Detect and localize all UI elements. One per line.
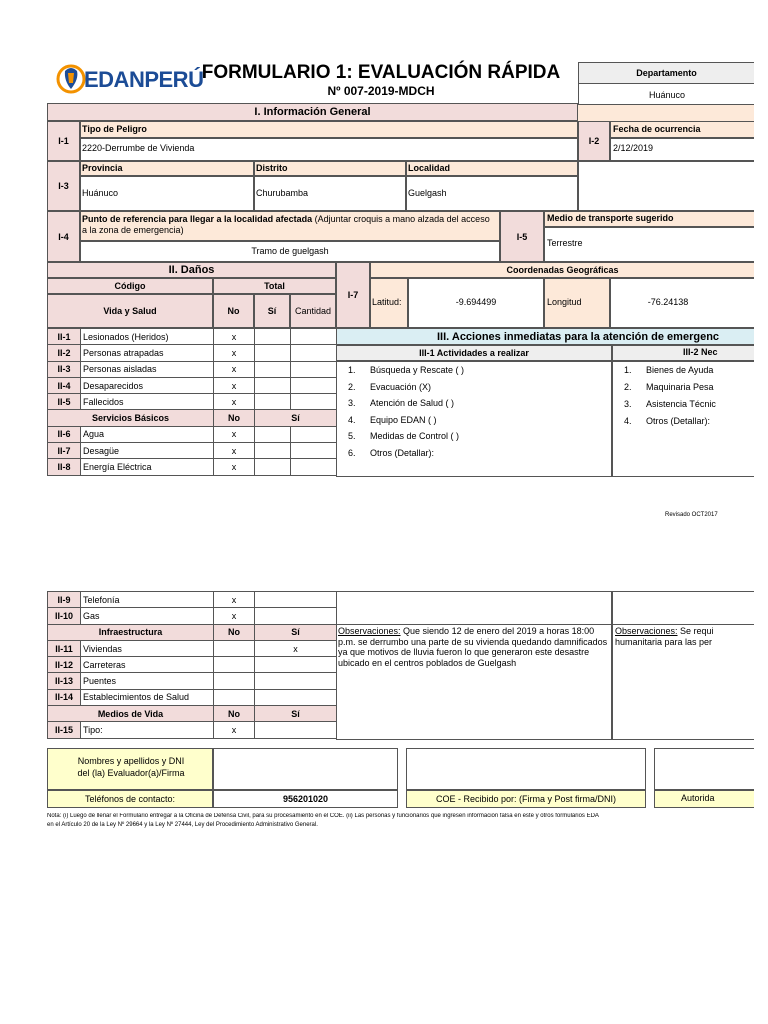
distrito-label: Distrito <box>256 163 288 173</box>
telefono-value-cell[interactable] <box>213 790 398 808</box>
observaciones-text-2 <box>615 626 754 647</box>
evaluador-signature-field[interactable] <box>213 748 398 790</box>
necesidades-body <box>612 361 754 477</box>
actividades-header <box>336 345 612 361</box>
i3-empty-right <box>578 161 754 211</box>
table-row <box>48 592 337 608</box>
no-checkbox-cell[interactable]: x <box>214 329 255 345</box>
si-header-text: Sí <box>267 306 277 316</box>
table-row <box>48 426 337 442</box>
row-code: II-8 <box>48 459 81 475</box>
form-title: FORMULARIO 1: EVALUACIÓN RÁPIDA <box>201 62 561 83</box>
date-value: 2/12/2019 <box>613 143 654 153</box>
action-item-number: 4. <box>624 416 632 426</box>
action-item-number: 4. <box>348 414 356 425</box>
danos-table-bottom <box>47 591 337 739</box>
date-label: Fecha de ocurrencia <box>613 124 701 134</box>
row-label: Telefonía <box>81 592 214 608</box>
row-code: II-9 <box>48 592 81 608</box>
row-code: II-4 <box>48 377 81 393</box>
coe-label-cell <box>406 790 646 808</box>
autoridad-label: Autorida <box>681 793 715 803</box>
action-item-text: Medidas de Control ( ) <box>370 431 460 441</box>
cantidad-field[interactable] <box>291 361 337 377</box>
action-item[interactable] <box>348 382 431 392</box>
servicios-rows-2 <box>48 592 337 625</box>
infra-label: Infraestructura <box>48 624 214 640</box>
reference-label-rest: (Adjuntar croquis a mano alzada del acceso a la zona de emergencia) <box>82 214 490 235</box>
code-i4 <box>47 211 80 262</box>
provincia-value: Huánuco <box>82 188 119 198</box>
row-code: II-15 <box>48 722 81 738</box>
no-checkbox-cell[interactable]: x <box>214 345 255 361</box>
telefonos-label-cell <box>47 790 213 808</box>
vida-salud-rows <box>48 329 337 410</box>
row-label: Personas aisladas <box>81 361 214 377</box>
si-checkbox-cell[interactable] <box>255 345 291 361</box>
no-checkbox-cell[interactable] <box>214 673 255 689</box>
reference-value: Tramo de guelgash <box>251 246 329 256</box>
servicios-si-label: Sí <box>255 410 337 426</box>
medios-header-row <box>48 706 337 722</box>
date-value-cell[interactable] <box>610 138 754 161</box>
department-value: Huánuco <box>649 90 686 100</box>
action-item-text: Otros (Detallar): <box>370 447 435 458</box>
row-code: II-5 <box>48 394 81 410</box>
provincia-value-cell[interactable] <box>80 176 254 211</box>
necesidades-header-text: III-2 Nec <box>683 347 718 357</box>
necesidades-header <box>612 345 754 361</box>
code-i3-text: I-3 <box>58 181 69 191</box>
no-checkbox-cell[interactable]: x <box>214 443 255 459</box>
coords-title: Coordenadas Geográficas <box>506 265 619 275</box>
coords-title-cell <box>370 262 754 278</box>
code-i4-text: I-4 <box>58 231 69 242</box>
row-label: Agua <box>81 426 214 442</box>
date-label-cell <box>610 121 754 138</box>
localidad-label: Localidad <box>408 163 451 173</box>
si-checkbox-cell[interactable] <box>255 722 337 738</box>
cantidad-field[interactable] <box>291 394 337 410</box>
localidad-value: Guelgash <box>408 188 447 198</box>
section-danos-title-text: II. Daños <box>168 264 215 276</box>
observaciones-box[interactable] <box>336 624 612 740</box>
observaciones-label: Observaciones: <box>338 626 401 636</box>
action-item-text: Otros (Detallar): <box>646 416 711 426</box>
si-checkbox-cell[interactable] <box>255 608 337 624</box>
si-checkbox-cell[interactable] <box>255 426 291 442</box>
hazard-type-value: 2220-Derrumbe de Vivienda <box>82 143 195 153</box>
section-danos-title <box>47 262 336 278</box>
no-checkbox-cell[interactable]: x <box>214 608 255 624</box>
medios-label: Medios de Vida <box>48 706 214 722</box>
row-label: Viviendas <box>81 640 214 656</box>
logo-text: EDANPERÚ <box>84 67 204 92</box>
observaciones-text <box>338 626 608 668</box>
observaciones-top-blank <box>336 591 612 624</box>
coe-signature-field[interactable] <box>406 748 646 790</box>
table-row <box>48 722 337 738</box>
codigo-header-text: Código <box>114 281 146 291</box>
department-label: Departamento <box>636 68 697 78</box>
row-label: Carreteras <box>81 657 214 673</box>
row-code: II-10 <box>48 608 81 624</box>
infra-header-row <box>48 624 337 640</box>
si-checkbox-cell[interactable]: x <box>255 640 337 656</box>
row-code: II-12 <box>48 657 81 673</box>
distrito-value: Churubamba <box>256 188 309 198</box>
vida-salud-header-text: Vida y Salud <box>103 306 157 316</box>
total-header-text: Total <box>264 281 285 291</box>
row-code: II-11 <box>48 640 81 656</box>
lat-value-cell[interactable] <box>408 278 544 328</box>
cantidad-field[interactable] <box>291 345 337 361</box>
servicios-rows <box>48 426 337 475</box>
code-i1 <box>47 121 80 161</box>
table-row <box>48 640 337 656</box>
edan-logo <box>52 58 204 100</box>
vida-salud-header <box>47 294 213 328</box>
row-label: Personas atrapadas <box>81 345 214 361</box>
action-item-text: Maquinaria Pesa <box>646 382 714 392</box>
section-acciones-title <box>336 328 754 345</box>
row-label: Puentes <box>81 673 214 689</box>
table-row <box>48 657 337 673</box>
servicios-header-row <box>48 410 337 426</box>
no-checkbox-cell[interactable] <box>214 657 255 673</box>
si-checkbox-cell[interactable] <box>255 377 291 393</box>
hazard-type-value-cell[interactable] <box>80 138 578 161</box>
code-i2 <box>578 121 610 161</box>
table-row <box>48 673 337 689</box>
servicios-no-label: No <box>214 410 255 426</box>
no-header <box>213 294 254 328</box>
no-checkbox-cell[interactable]: x <box>214 394 255 410</box>
observaciones-value-2: Se requi <box>677 626 714 636</box>
autoridad-signature-field[interactable] <box>654 748 754 790</box>
danos-table-top <box>47 328 337 476</box>
action-item[interactable] <box>348 448 434 458</box>
code-i1-text: I-1 <box>58 136 69 146</box>
evaluador-label: Nombres y apellidos y DNI del (la) Evaluador(a)/Firma <box>77 756 185 778</box>
table-row <box>48 608 337 624</box>
infra-si-label: Sí <box>255 624 337 640</box>
code-i7-text: I-7 <box>347 290 359 300</box>
action-item-text: Atención de Salud ( ) <box>370 398 455 408</box>
reference-value-cell[interactable] <box>80 241 500 262</box>
action-item[interactable] <box>348 398 454 408</box>
codigo-header <box>47 278 213 294</box>
medios-si-label: Sí <box>255 706 337 722</box>
code-i5 <box>500 211 544 262</box>
si-checkbox-cell[interactable] <box>255 361 291 377</box>
table-row <box>48 377 337 393</box>
revision-note: Revisado OCT2017 <box>665 512 718 518</box>
action-item[interactable] <box>348 365 464 375</box>
action-item[interactable] <box>624 382 714 392</box>
infra-no-label: No <box>214 624 255 640</box>
action-item-text: Equipo EDAN ( ) <box>370 414 437 425</box>
row-code: II-6 <box>48 426 81 442</box>
si-checkbox-cell[interactable] <box>255 657 337 673</box>
department-value-cell[interactable] <box>578 84 754 105</box>
telefonos-label: Teléfonos de contacto: <box>84 794 176 804</box>
no-checkbox-cell[interactable]: x <box>214 426 255 442</box>
table-row <box>48 689 337 705</box>
medios-no-label: No <box>214 706 255 722</box>
si-checkbox-cell[interactable] <box>255 394 291 410</box>
no-checkbox-cell[interactable]: x <box>214 377 255 393</box>
code-i3 <box>47 161 80 211</box>
code-i2-text: I-2 <box>588 136 600 146</box>
row-code: II-2 <box>48 345 81 361</box>
lon-label-cell <box>544 278 610 328</box>
lat-value: -9.694499 <box>455 297 497 307</box>
action-item[interactable] <box>348 431 459 441</box>
section-general-title <box>47 103 578 121</box>
action-item-text: Asistencia Técnic <box>646 399 716 409</box>
row-code: II-3 <box>48 361 81 377</box>
row-code: II-7 <box>48 443 81 459</box>
action-item-number: 2. <box>348 381 356 392</box>
cantidad-header <box>290 294 336 328</box>
distrito-value-cell[interactable] <box>254 176 406 211</box>
provincia-label-cell <box>80 161 254 176</box>
observaciones-top-blank-right <box>612 591 754 624</box>
transport-value: Terrestre <box>547 238 583 248</box>
hazard-type-label: Tipo de Peligro <box>82 124 147 134</box>
action-item-number: 1. <box>348 365 356 375</box>
action-item-number: 1. <box>624 365 632 375</box>
autoridad-label-cell <box>654 790 754 808</box>
row-label: Gas <box>81 608 214 624</box>
section-general-title-text: I. Información General <box>254 106 371 118</box>
actividades-body <box>336 361 612 477</box>
row-label: Energía Eléctrica <box>81 459 214 475</box>
lon-value: -76.24138 <box>647 297 689 307</box>
footer-note: Nota: (i) Luego de llenar el Formulario entregar a la Oficina de Defensa Civil, para su procesamiento en el COE. (ii) Las personas y funcionarios que ingresen información falsa en este y otros formularios EDA <box>47 813 599 819</box>
row-label: Fallecidos <box>81 394 214 410</box>
row-code: II-1 <box>48 329 81 345</box>
table-row <box>48 443 337 459</box>
observaciones-value-2b: humanitaria para las per <box>615 636 713 647</box>
observaciones-value: Que siendo 12 de enero del 2019 a horas 18:00 p.m. se derrumbo una parte de su vivienda quedando damnificados ya que motivos de lluvia fueron lo que generaron este desastre ubicado en el centros poblados de Guelgash <box>338 626 608 668</box>
localidad-value-cell[interactable] <box>406 176 578 211</box>
observaciones-box-2[interactable] <box>612 624 754 740</box>
department-label-cell <box>578 62 754 84</box>
section-acciones-title-text: III. Acciones inmediatas para la atención de emergenc <box>437 331 720 343</box>
transport-label: Medio de transporte sugerido <box>547 213 674 223</box>
si-checkbox-cell[interactable] <box>255 673 337 689</box>
action-item-number: 3. <box>624 399 632 409</box>
no-checkbox-cell[interactable]: x <box>214 722 255 738</box>
reference-label-cell <box>80 211 500 241</box>
table-row <box>48 361 337 377</box>
distrito-label-cell <box>254 161 406 176</box>
row-code: II-14 <box>48 689 81 705</box>
no-checkbox-cell[interactable]: x <box>214 361 255 377</box>
hazard-type-label-cell <box>80 121 578 138</box>
action-item-number: 3. <box>348 398 356 408</box>
row-label: Tipo: <box>81 722 214 738</box>
lat-label: Latitud: <box>372 297 402 307</box>
reference-label <box>82 214 492 236</box>
cantidad-header-text: Cantidad <box>294 306 332 316</box>
action-item-number: 5. <box>348 431 356 441</box>
action-item[interactable] <box>348 415 437 425</box>
table-row <box>48 345 337 361</box>
observaciones-label-2: Observaciones: <box>615 626 678 636</box>
provincia-label: Provincia <box>82 163 123 173</box>
row-label: Desaparecidos <box>81 377 214 393</box>
no-checkbox-cell[interactable]: x <box>214 459 255 475</box>
lon-label: Longitud <box>547 297 582 307</box>
table-row <box>48 329 337 345</box>
medios-rows <box>48 722 337 738</box>
lon-value-cell[interactable] <box>610 278 754 328</box>
footer-note-2: en el Artículo 20 de la Ley Nº 29664 y la Ley Nº 27444, Ley del Procedimiento Administrativo General. <box>47 822 318 828</box>
si-header <box>254 294 290 328</box>
actividades-header-text: III-1 Actividades a realizar <box>419 348 529 358</box>
table-row <box>48 394 337 410</box>
action-item-number: 6. <box>348 447 356 458</box>
no-header-text: No <box>227 306 240 316</box>
action-item[interactable] <box>624 416 710 426</box>
si-checkbox-cell[interactable] <box>255 689 337 705</box>
code-i7 <box>336 262 370 328</box>
row-label: Establecimientos de Salud <box>81 689 214 705</box>
transport-value-cell[interactable] <box>544 227 754 262</box>
si-checkbox-cell[interactable] <box>255 443 291 459</box>
row-code: II-13 <box>48 673 81 689</box>
no-checkbox-cell[interactable] <box>214 689 255 705</box>
action-item[interactable] <box>624 365 713 375</box>
cantidad-field[interactable] <box>291 459 337 475</box>
row-label: Lesionados (Heridos) <box>81 329 214 345</box>
action-item-number: 2. <box>624 382 632 392</box>
logo-emblem-icon <box>56 59 86 99</box>
evaluador-label-cell <box>47 748 213 790</box>
cantidad-field[interactable] <box>291 329 337 345</box>
si-checkbox-cell[interactable] <box>255 329 291 345</box>
cantidad-field[interactable] <box>291 426 337 442</box>
form-number: Nº 007-2019-MDCH <box>327 84 435 98</box>
code-i5-text: I-5 <box>516 231 528 242</box>
reference-label-bold: Punto de referencia para llegar a la localidad afectada <box>82 214 313 224</box>
cantidad-field[interactable] <box>291 443 337 459</box>
telefono-value: 956201020 <box>282 794 329 804</box>
coe-label: COE - Recibido por: (Firma y Post firma/DNI) <box>435 794 617 804</box>
servicios-label: Servicios Básicos <box>48 410 214 426</box>
si-checkbox-cell[interactable] <box>255 459 291 475</box>
table-row <box>48 459 337 475</box>
cantidad-field[interactable] <box>291 377 337 393</box>
total-header <box>213 278 336 294</box>
infra-rows <box>48 640 337 705</box>
si-checkbox-cell[interactable] <box>255 592 337 608</box>
action-item-text: Búsqueda y Rescate ( ) <box>370 365 465 375</box>
localidad-label-cell <box>406 161 578 176</box>
row-label: Desagüe <box>81 443 214 459</box>
action-item[interactable] <box>624 399 716 409</box>
lat-label-cell <box>370 278 408 328</box>
action-item-text: Bienes de Ayuda <box>646 365 714 375</box>
action-item-text: Evacuación (X) <box>370 381 432 392</box>
no-checkbox-cell[interactable] <box>214 640 255 656</box>
transport-label-cell <box>544 211 754 227</box>
no-checkbox-cell[interactable]: x <box>214 592 255 608</box>
